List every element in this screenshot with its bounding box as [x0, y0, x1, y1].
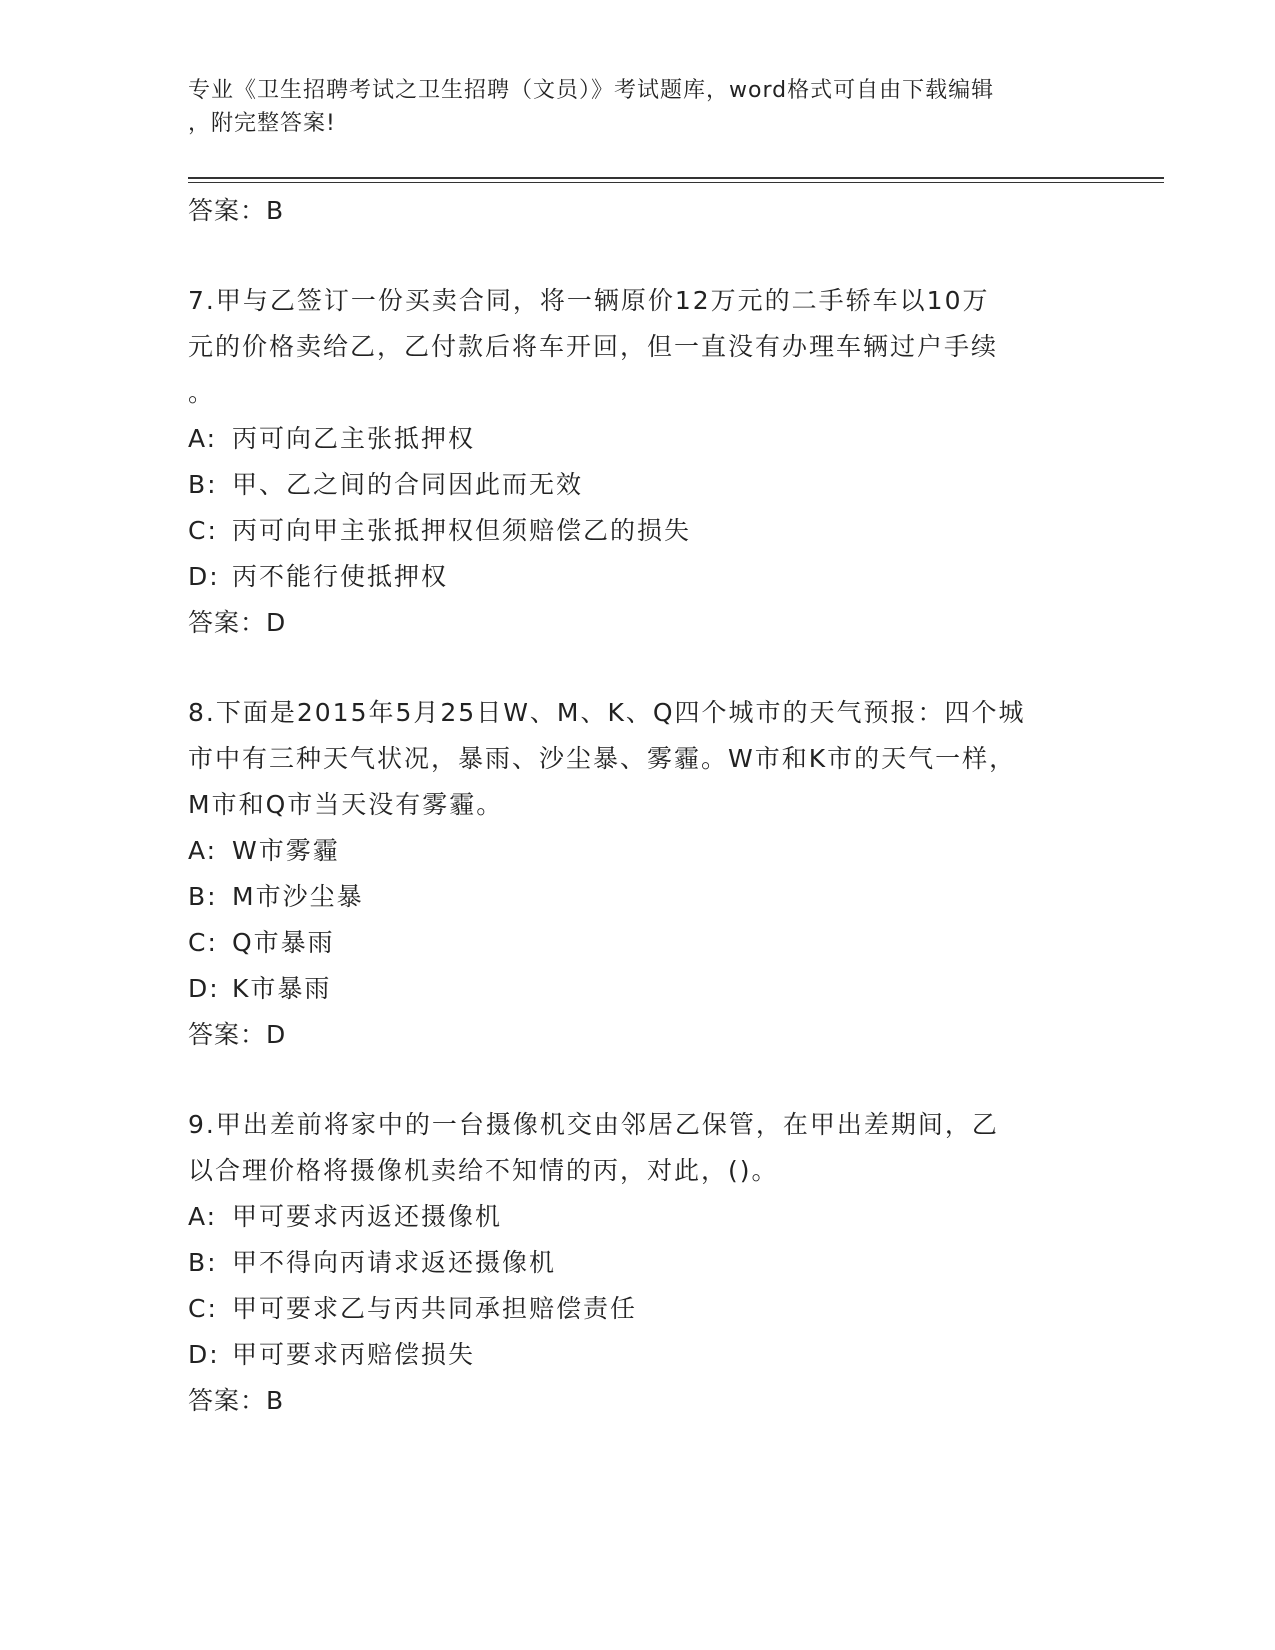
question-stem-line: 元的价格卖给乙，乙付款后将车开回，但一直没有办理车辆过户手续 — [188, 332, 999, 361]
option-b — [188, 1240, 1088, 1286]
question-9 — [188, 1102, 1088, 1424]
option-key: C: — [188, 516, 218, 545]
header-line-2: ，附完整答案! — [188, 111, 336, 136]
option-a — [188, 828, 1088, 874]
answer: 答案：D — [188, 1020, 287, 1049]
option-key: B: — [188, 882, 218, 911]
question-stem-line: 9.甲出差前将家中的一台摄像机交由邻居乙保管，在甲出差期间，乙 — [188, 1110, 999, 1139]
question-stem-line: 。 — [188, 378, 216, 407]
answer: 答案：B — [188, 1386, 285, 1415]
header-divider-thin — [188, 182, 1164, 183]
question-stem-line: M市和Q市当天没有雾霾。 — [188, 790, 504, 819]
option-text: 甲可要求乙与丙共同承担赔偿责任 — [232, 1294, 638, 1323]
option-text: 甲、乙之间的合同因此而无效 — [232, 470, 584, 499]
option-key: C: — [188, 1294, 218, 1323]
option-text: 丙不能行使抵押权 — [232, 562, 449, 591]
question-stem-line: 以合理价格将摄像机卖给不知情的丙，对此，()。 — [188, 1156, 779, 1185]
option-key: D: — [188, 1340, 220, 1369]
option-b — [188, 874, 1088, 920]
option-c — [188, 1286, 1088, 1332]
header-line-1: 专业《卫生招聘考试之卫生招聘（文员）》考试题库，word格式可自由下载编辑 — [188, 78, 995, 103]
option-text: 甲可要求丙赔偿损失 — [232, 1340, 476, 1369]
option-key: D: — [188, 562, 220, 591]
option-key: A: — [188, 424, 218, 453]
option-d — [188, 1332, 1088, 1378]
option-text: 甲可要求丙返还摄像机 — [232, 1202, 503, 1231]
option-key: B: — [188, 1248, 218, 1277]
question-stem-line: 市中有三种天气状况，暴雨、沙尘暴、雾霾。W市和K市的天气一样， — [188, 744, 1017, 773]
header-divider-thick — [188, 177, 1164, 179]
option-b — [188, 462, 1088, 508]
option-a — [188, 1194, 1088, 1240]
option-key: A: — [188, 836, 218, 865]
question-8 — [188, 690, 1088, 1058]
question-stem-line: 7.甲与乙签订一份买卖合同，将一辆原价12万元的二手轿车以10万 — [188, 286, 990, 315]
option-d — [188, 554, 1088, 600]
option-key: D: — [188, 974, 220, 1003]
option-text: K市暴雨 — [232, 974, 332, 1003]
option-text: 甲不得向丙请求返还摄像机 — [232, 1248, 557, 1277]
option-c — [188, 508, 1088, 554]
option-a — [188, 416, 1088, 462]
option-key: B: — [188, 470, 218, 499]
question-7 — [188, 278, 1088, 646]
option-key: C: — [188, 928, 218, 957]
option-key: A: — [188, 1202, 218, 1231]
answer: 答案：D — [188, 608, 287, 637]
option-c — [188, 920, 1088, 966]
document-header — [188, 74, 1088, 140]
question-stem-line: 8.下面是2015年5月25日W、M、K、Q四个城市的天气预报：四个城 — [188, 698, 1026, 727]
document-body — [188, 188, 1088, 1424]
option-text: M市沙尘暴 — [232, 882, 364, 911]
option-text: 丙可向甲主张抵押权但须赔偿乙的损失 — [232, 516, 692, 545]
option-d — [188, 966, 1088, 1012]
previous-answer: 答案：B — [188, 196, 285, 225]
option-text: 丙可向乙主张抵押权 — [232, 424, 476, 453]
option-text: Q市暴雨 — [232, 928, 335, 957]
option-text: W市雾霾 — [232, 836, 340, 865]
